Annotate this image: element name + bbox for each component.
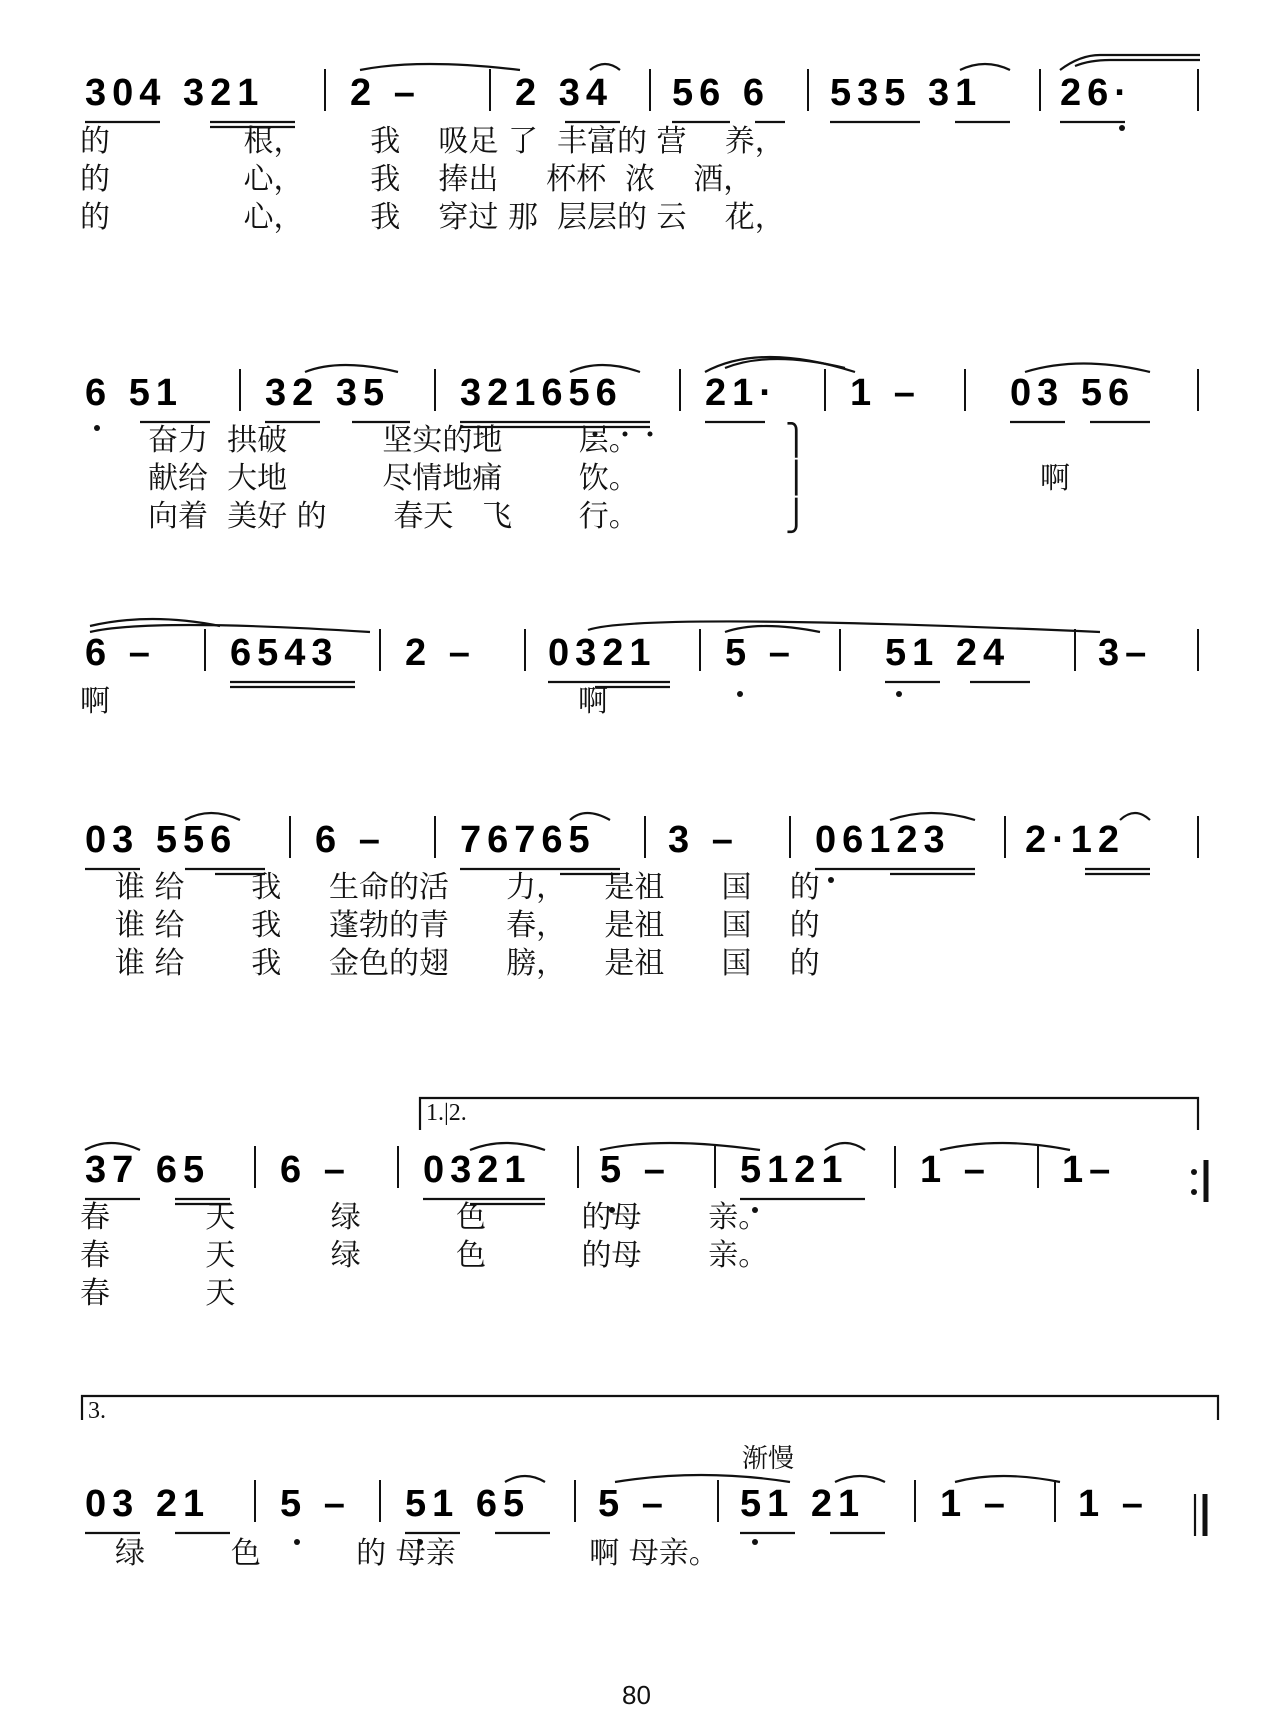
measure-3-2: 6543	[230, 632, 339, 674]
measure-6-2: 5 –	[280, 1483, 351, 1525]
volta-1-2-label: 1.|2.	[426, 1100, 467, 1126]
tempo-mark: 渐慢	[742, 1444, 795, 1474]
lyric-line: 的 根， 我 吸足 了 丰富的 营 养，	[80, 124, 785, 159]
measure-5-5: 5121	[740, 1149, 849, 1191]
measure-1-6: 26·	[1060, 72, 1133, 114]
measure-6-3: 51 65	[405, 1483, 531, 1525]
verse-brace: ⎫	[785, 423, 808, 458]
lyric-line: 献给 大地 尽情地痛 饮。	[148, 461, 639, 496]
notation-marks	[82, 55, 1218, 1536]
lyric-line: 春 天	[80, 1276, 236, 1311]
lyric-line: 谁 给 我 金色的翅 膀， 是祖 国 的	[115, 946, 820, 981]
measure-4-1: 03 556	[85, 819, 238, 861]
measure-4-2: 6 –	[315, 819, 386, 861]
volta-3-label: 3.	[88, 1398, 106, 1424]
measure-3-5: 5 –	[725, 632, 796, 674]
measure-4-5: 06123	[815, 819, 951, 861]
measure-3-7: 3–	[1098, 632, 1153, 674]
measure-5-7: 1–	[1062, 1149, 1117, 1191]
lyric-line: 春 天 绿 色 的母 亲。	[80, 1238, 769, 1273]
verse-brace: ⎪	[785, 461, 808, 496]
measure-2-2: 32 35	[265, 372, 391, 414]
verse-brace: ⎭	[785, 499, 808, 534]
measure-2-4: 21·	[705, 372, 778, 414]
measure-4-4: 3 –	[668, 819, 739, 861]
lyric-line: 谁 给 我 生命的活 力， 是祖 国 的	[115, 870, 820, 905]
measure-2-6: 03 56	[1010, 372, 1136, 414]
measure-5-3: 0321	[423, 1149, 532, 1191]
measure-4-6: 2·12	[1025, 819, 1126, 861]
lyric-line: 啊	[80, 684, 110, 719]
measure-2-5: 1 –	[850, 372, 921, 414]
lyric-line: 春 天 绿 色 的母 亲。	[80, 1200, 769, 1235]
measure-3-1: 6 –	[85, 632, 156, 674]
lyric-line: 啊	[578, 684, 608, 719]
lyric-line: 的 心， 我 穿过 那 层层的 云 花，	[80, 200, 785, 235]
measure-5-6: 1 –	[920, 1149, 991, 1191]
measure-6-1: 03 21	[85, 1483, 211, 1525]
measure-6-7: 1 –	[1078, 1483, 1149, 1525]
measure-3-6: 51 24	[885, 632, 1011, 674]
measure-3-3: 2 –	[405, 632, 476, 674]
measure-3-4: 0321	[548, 632, 657, 674]
lyric-line: 绿 色 的 母亲 啊 母亲。	[115, 1536, 719, 1571]
page-number: 80	[622, 1680, 651, 1710]
measure-6-6: 1 –	[940, 1483, 1011, 1525]
lyric-line: 的 心， 我 捧出 杯杯 浓 酒，	[80, 162, 754, 197]
lyric-line: 奋力 拱破 坚实的地 层。	[148, 423, 639, 458]
measure-2-3: 321656	[460, 372, 623, 414]
measure-2-1: 6 51	[85, 372, 183, 414]
notes-layer	[85, 72, 1152, 1525]
lyric-line: 啊	[1040, 461, 1070, 496]
measure-5-4: 5 –	[600, 1149, 671, 1191]
measure-6-5: 51 21	[740, 1483, 866, 1525]
measure-5-2: 6 –	[280, 1149, 351, 1191]
measure-1-3: 2 34	[515, 72, 613, 114]
measure-5-1: 37 65	[85, 1149, 211, 1191]
measure-1-1: 304 321	[85, 72, 265, 114]
measure-4-3: 76765	[460, 819, 596, 861]
lyric-line: 谁 给 我 蓬勃的青 春， 是祖 国 的	[115, 908, 820, 943]
measure-6-4: 5 –	[598, 1483, 669, 1525]
measure-1-5: 535 31	[830, 72, 983, 114]
barlines-layer	[205, 69, 1198, 1522]
measure-1-2: 2 –	[350, 72, 421, 114]
lyric-line: 向着 美好 的 春天 飞 行。	[148, 499, 639, 534]
measure-1-4: 56 6	[672, 72, 770, 114]
